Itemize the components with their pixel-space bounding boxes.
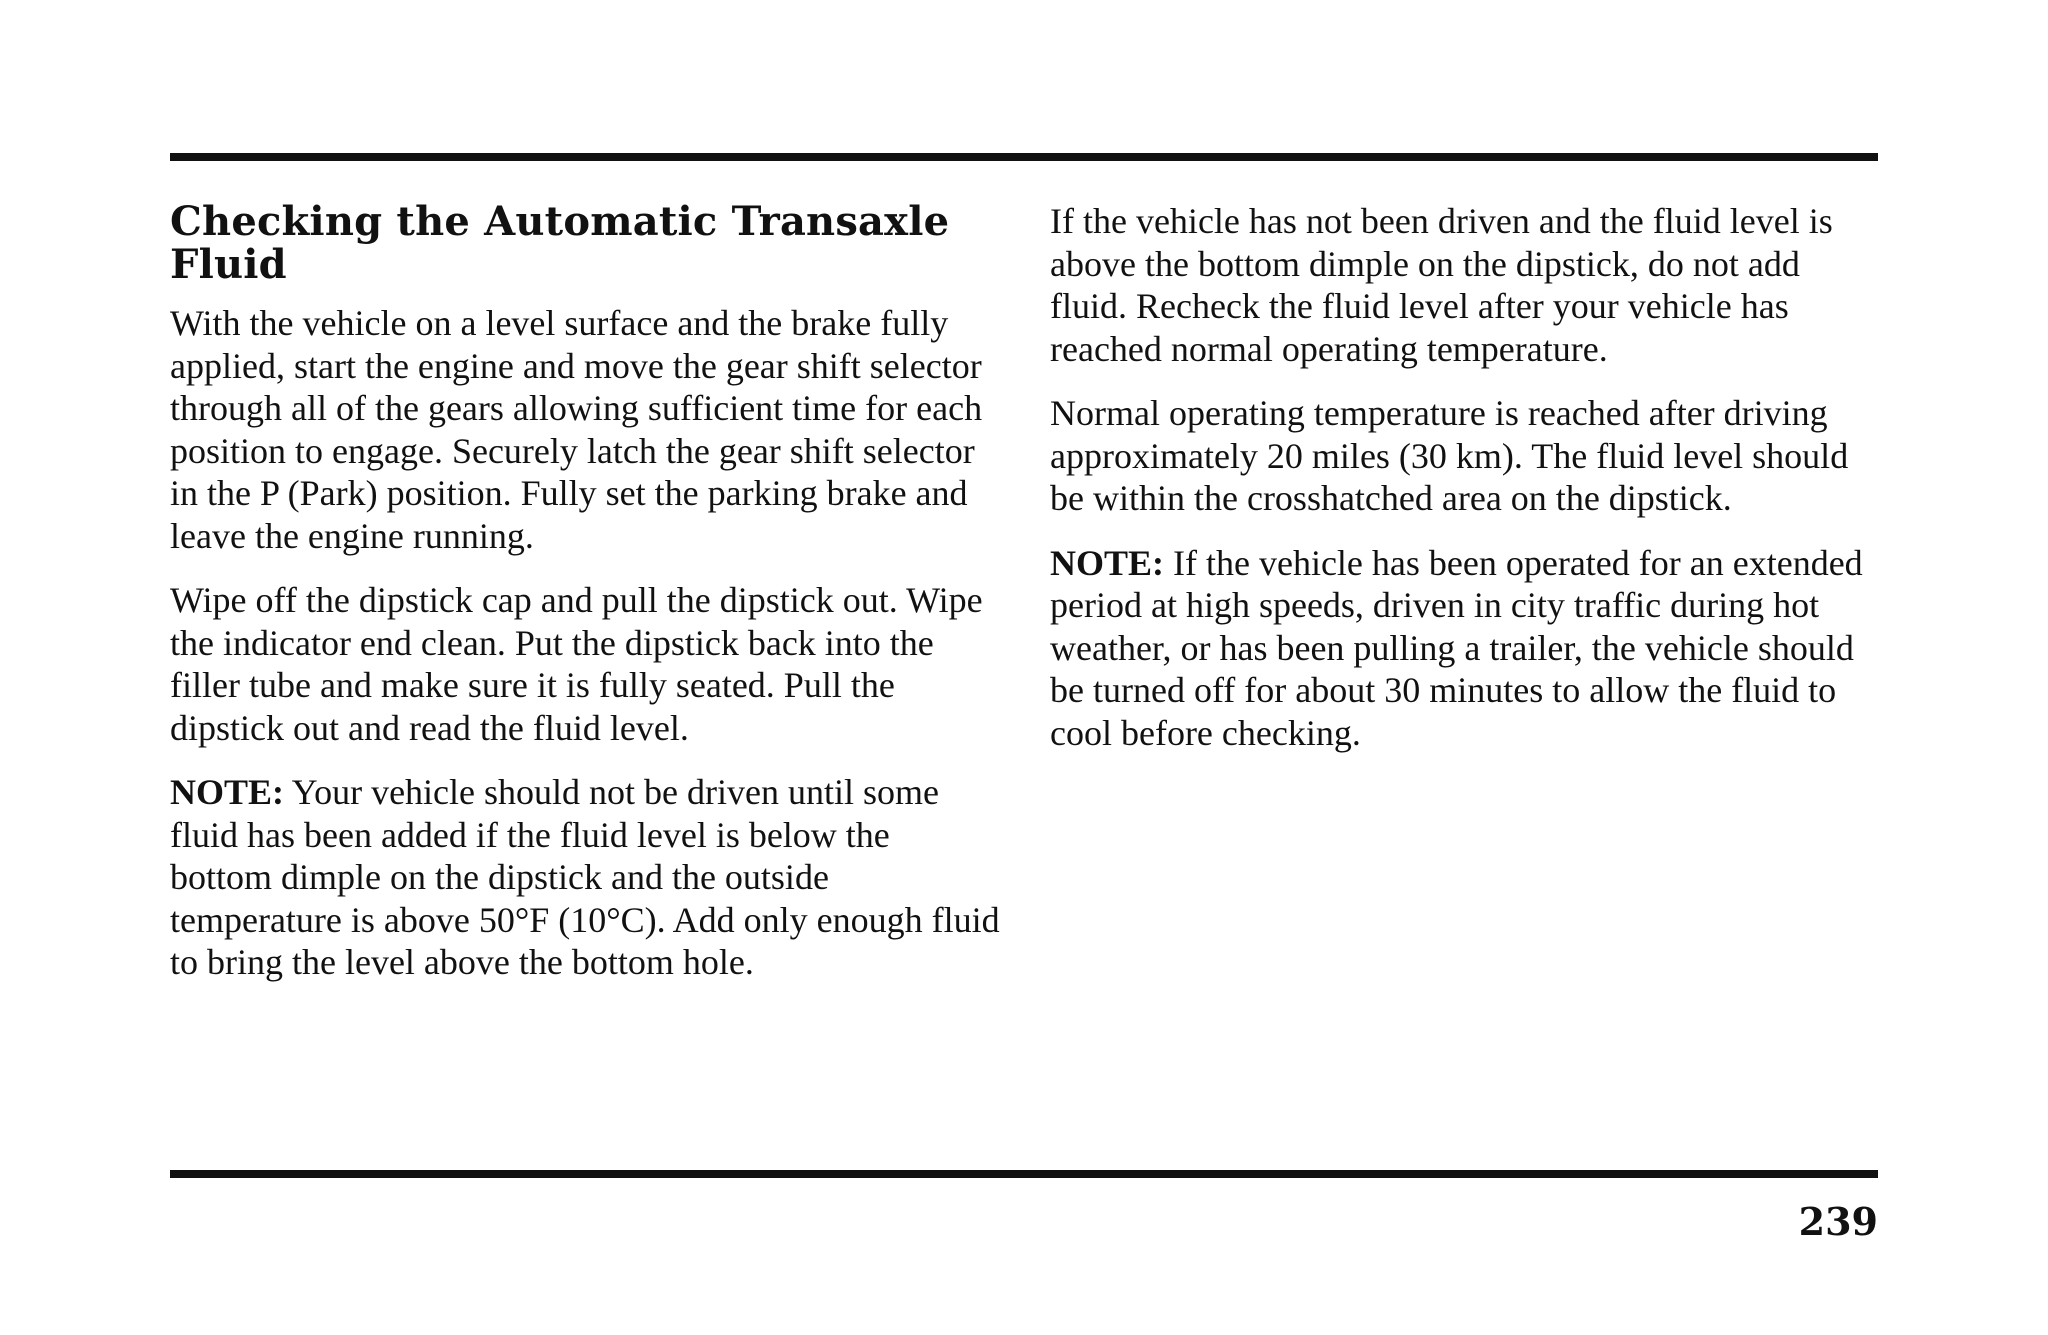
note-label: NOTE:	[170, 772, 285, 812]
left-column	[170, 200, 1000, 1006]
paragraph-engine-procedure: With the vehicle on a level surface and the brake fully applied, start the engine and move the gear shift selector through all of the gears allowing sufficient time for each position to engage. Securely latch the gear shift selector in the P (Park) position. Fully set the parking brake and leave the engine running.	[170, 303, 983, 556]
right-column	[1050, 200, 1880, 776]
top-rule	[170, 153, 1878, 161]
note-cool-down	[1050, 542, 1880, 755]
section-heading: Checking the Automatic Transaxle Fluid	[170, 198, 950, 288]
note-label: NOTE:	[1050, 542, 1165, 583]
paragraph-operating-temperature: Normal operating temperature is reached after driving approximately 20 miles (30 km). The fluid level should be within the crosshatched area on the dipstick.	[1050, 393, 1849, 518]
note-low-fluid	[170, 771, 1000, 984]
page-number: 239	[1798, 1199, 1878, 1244]
paragraph-not-driven: If the vehicle has not been driven and the fluid level is above the bottom dimple on the dipstick, do not add fluid. Recheck the fluid level after your vehicle has reached normal operating temperature.	[1050, 201, 1833, 369]
note-text: Your vehicle should not be driven until some fluid has been added if the fluid level is below the bottom dimple on the dipstick and the outside temperature is above 50°F (10°C). Add only enough fluid to bring the level above the bottom hole.	[170, 772, 1000, 982]
bottom-rule	[170, 1170, 1878, 1178]
note-text: If the vehicle has been operated for an extended period at high speeds, driven in city traffic during hot weather, or has been pulling a trailer, the vehicle should be turned off for about 30 minutes to allow the fluid to cool before checking.	[1050, 542, 1863, 753]
paragraph-dipstick-procedure: Wipe off the dipstick cap and pull the dipstick out. Wipe the indicator end clean. Put the dipstick back into the filler tube and make sure it is fully seated. Pull the dipstick out and read the fluid level.	[170, 580, 983, 748]
